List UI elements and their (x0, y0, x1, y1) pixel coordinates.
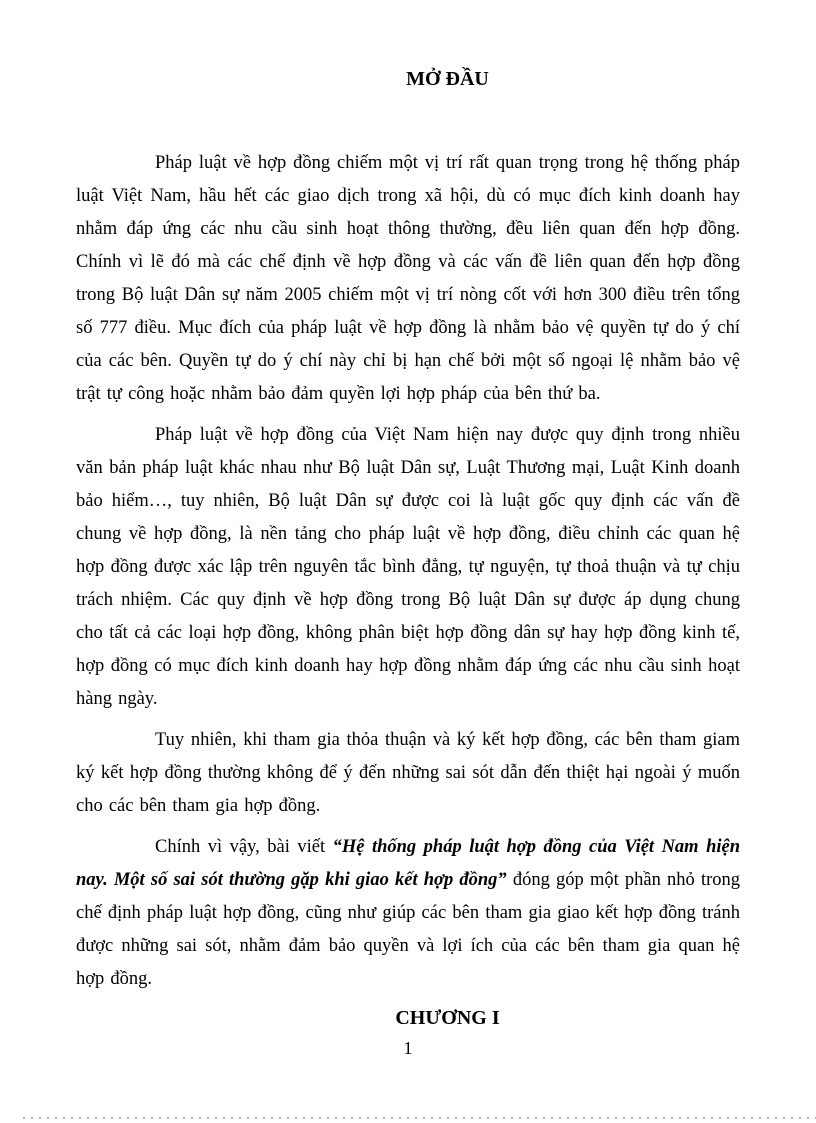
chapter-heading: CHƯƠNG I (395, 1007, 500, 1029)
document-content (76, 0, 740, 1060)
closing-paragraph-lead: Chính vì vậy, bài viết (155, 837, 333, 857)
article-title-emphasis: “Hệ thống pháp luật hợp đồng của Việt Nam hiện nay. Một số sai sót thường gặp khi giao kết hợp đồng” (76, 837, 740, 890)
closing-paragraph (76, 831, 740, 996)
body-paragraph-1: Pháp luật về hợp đồng chiếm một vị trí rất quan trọng trong hệ thống pháp luật Việt Nam, hầu hết các giao dịch trong xã hội, dù có mục đích kinh doanh hay nhằm đáp ứng các nhu cầu sinh hoạt thông thường, đều liên quan đến hợp đồng. Chính vì lẽ đó mà các chế định về hợp đồng và các vấn đề liên quan đến hợp đồng trong Bộ luật Dân sự năm 2005 chiếm một vị trí nòng cốt với hơn 300 điều trên tổng số 777 điều. Mục đích của pháp luật về hợp đồng là nhằm bảo vệ quyền tự do ý chí của các bên. Quyền tự do ý chí này chỉ bị hạn chế bởi một số ngoại lệ nhằm bảo vệ trật tự công hoặc nhằm bảo đảm quyền lợi hợp pháp của bên thứ ba. (76, 153, 740, 404)
body-paragraph-3: Tuy nhiên, khi tham gia thỏa thuận và ký kết hợp đồng, các bên tham giam ký kết hợp đồng thường không để ý đến những sai sót dẫn đến thiệt hại ngoài ý muốn cho các bên tham gia hợp đồng. (76, 730, 740, 816)
page-number: 1 (403, 1038, 413, 1058)
body-paragraph-2: Pháp luật về hợp đồng của Việt Nam hiện nay được quy định trong nhiều văn bản pháp luật khác nhau như Bộ luật Dân sự, Luật Thương mại, Luật Kinh doanh bảo hiểm…, tuy nhiên, Bộ luật Dân sự được coi là luật gốc quy định các vấn đề chung về hợp đồng, là nền tảng cho pháp luật về hợp đồng, điều chỉnh các quan hệ hợp đồng được xác lập trên nguyên tắc bình đẳng, tự nguyện, tự thoả thuận và tự chịu trách nhiệm. Các quy định về hợp đồng trong Bộ luật Dân sự được áp dụng chung cho tất cả các loại hợp đồng, không phân biệt hợp đồng dân sự hay hợp đồng kinh tế, hợp đồng có mục đích kinh doanh hay hợp đồng nhằm đáp ứng các nhu cầu sinh hoạt hàng ngày. (76, 425, 740, 709)
closing-paragraph-tail: đóng góp một phần nhỏ trong chế định pháp luật hợp đồng, cũng như giúp các bên tham gia giao kết hợp đồng tránh được những sai sót, nhằm đảm bảo quyền và lợi ích của các bên tham gia quan hệ hợp đồng. (76, 870, 740, 989)
page-break-dotted-line (20, 1115, 816, 1119)
section-title: MỞ ĐẦU (406, 68, 489, 90)
